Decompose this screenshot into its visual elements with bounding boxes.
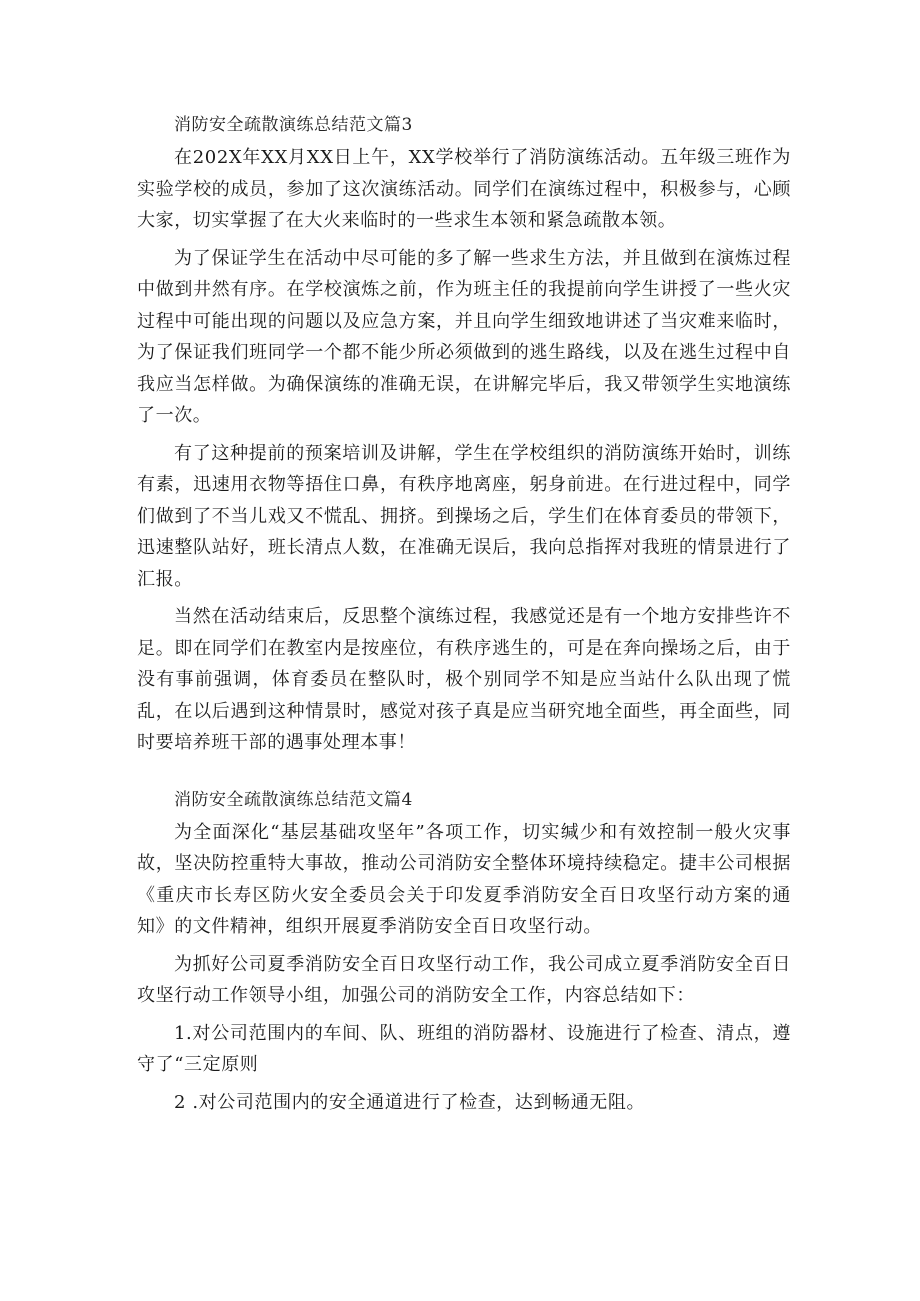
section-4-list-item-2: 2 .对公司范围内的安全通道进行了检查，达到畅通无阻。: [174, 1091, 646, 1113]
document-page: [137, 114, 791, 1124]
section-3-paragraph-4: 当然在活动结束后，反思整个演练过程，我感觉还是有一个地方安排些许不足。即在同学们在教室内是按座位，有秩序逃生的，可是在奔向操场之后，由于没有事前强调，体育委员在整队时，极个别同学不知是应当站什么队出现了慌乱，在以后遇到这种情景时，感觉对孩子真是应当研究地全面些，再全面些，同时要培养班干部的遇事处理本事！: [137, 606, 791, 753]
section-4-list-item-1: 1.对公司范围内的车间、队、班组的消防器材、设施进行了检查、清点，遵守了“三定原则: [137, 1022, 791, 1075]
section-3-paragraph-2: 为了保证学生在活动中尽可能的多了解一些求生方法，并且做到在演炼过程中做到井然有序。在学校演炼之前，作为班主任的我提前向学生讲授了一些火灾过程中可能出现的问题以及应急方案，并且向学生细致地讲述了当灾难来临时，为了保证我们班同学一个都不能少所必须做到的逃生路线，以及在逃生过程中自我应当怎样做。为确保演练的准确无误，在讲解完毕后，我又带领学生实地演练了一次。: [137, 247, 791, 426]
section-4-paragraph-2: 为抓好公司夏季消防安全百日攻坚行动工作，我公司成立夏季消防安全百日攻坚行动工作领导小组，加强公司的消防安全工作，内容总结如下：: [137, 953, 791, 1006]
section-3-heading: 消防安全疏散演练总结范文篇3: [174, 115, 413, 135]
section-3-paragraph-3: 有了这种提前的预案培训及讲解，学生在学校组织的消防演练开始时，训练有素，迅速用衣物等捂住口鼻，有秩序地离座，躬身前进。在行进过程中，同学们做到了不当儿戏又不慌乱、拥挤。到操场之后，学生们在体育委员的带领下，迅速整队站好，班长清点人数，在准确无误后，我向总指挥对我班的情景进行了汇报。: [137, 442, 791, 590]
section-4-heading: 消防安全疏散演练总结范文篇4: [174, 789, 413, 810]
section-3-paragraph-1: 在202X年XX月XX日上午，XX学校举行了消防演练活动。五年级三班作为实验学校的成员，参加了这次演练活动。同学们在演练过程中，积极参与，心顾大家，切实掌握了在大火来临时的一些求生本领和紧急疏散本领。: [137, 147, 791, 231]
section-4-paragraph-1: 为全面深化“基层基础攻坚年”各项工作，切实缄少和有效控制一般火灾事故，坚决防控重特大事故，推动公司消防安全整体环境持续稳定。捷丰公司根据《重庆市长寿区防火安全委员会关于印发夏季消防安全百日攻坚行动方案的通知》的文件精神，组织开展夏季消防安全百日攻坚行动。: [137, 821, 791, 937]
